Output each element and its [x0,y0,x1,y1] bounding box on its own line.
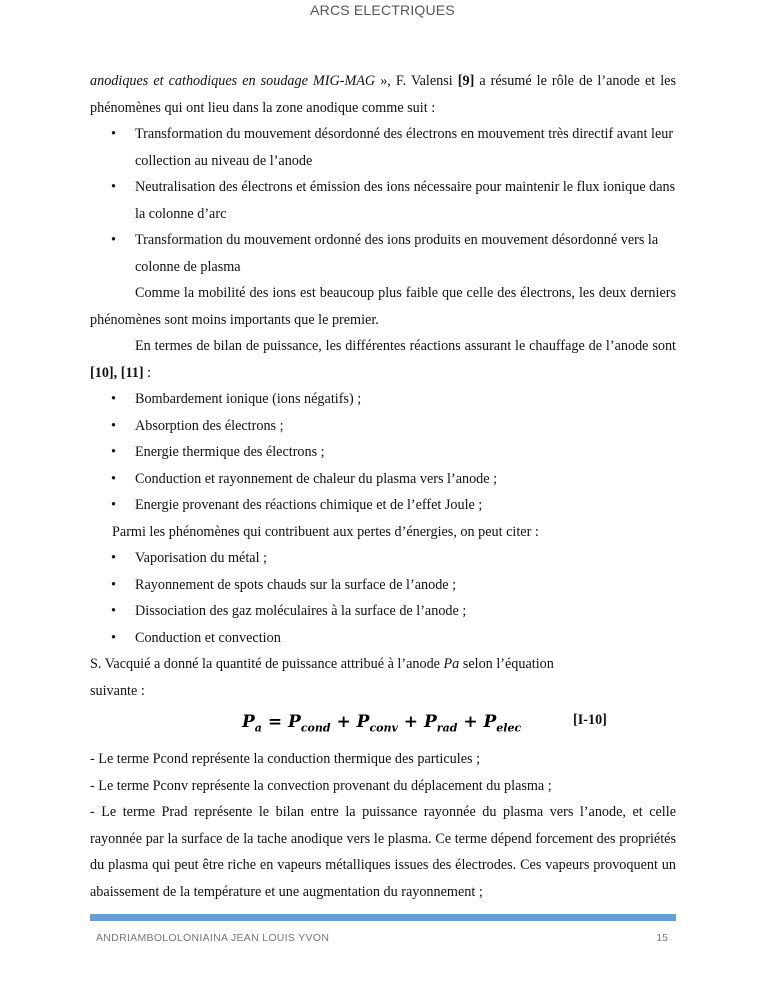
list-item: • Bombardement ionique (ions négatifs) ; [111,391,362,407]
paragraph: En termes de bilan de puissance, les différentes réactions assurant le chauffage de l’anode sont [10], [11] : [90,338,676,381]
footer-author: ANDRIAMBOLOLONIAINA JEAN LOUIS YVON [96,932,330,944]
paragraph: Comme la mobilité des ions est beaucoup plus faible que celle des électrons, les deux derniers phénomènes sont moins importants que le premier. [90,285,676,328]
cited-title: anodiques et cathodiques en soudage MIG-MAG [90,73,376,89]
list-item: • Energie provenant des réactions chimique et de l’effet Joule ; [111,497,483,513]
term-line: - Le terme Pconv représente la convection provenant du déplacement du plasma ; [90,777,552,794]
term-line: - Le terme Pcond représente la conduction thermique des particules ; [90,751,481,767]
equation-formula: $P_a = P_{cond} + P_{conv} + P_{rad} + P_{elec}$ [242,712,522,735]
variable: Pa [443,656,460,672]
list-item: • Transformation du mouvement désordonné des électrons en mouvement très directif avant leur collection au niveau de l’anode [111,126,674,169]
footer-divider [90,914,676,921]
list-item: • Energie thermique des électrons ; [111,444,325,460]
list-item: • Rayonnement de spots chauds sur la surface de l’anode ; [111,576,457,593]
list-item: • Transformation du mouvement ordonné des ions produits en mouvement désordonné vers la colonne de plasma [111,232,659,275]
equation-block [90,706,676,746]
list-item: • Conduction et convection [111,629,281,646]
heating-list [90,386,676,519]
paragraph: S. Vacquié a donné la quantité de puissance attribué à l’anode Pa selon l’équation suivante : [90,656,554,699]
equation-number: [I-10] [573,712,607,728]
list-item: • Vaporisation du métal ; [111,550,267,566]
list-item: • Neutralisation des électrons et émission des ions nécessaire pour maintenir le flux ionique dans la colonne d’arc [111,179,676,222]
list-item: • Absorption des électrons ; [111,417,284,434]
losses-list [90,545,676,651]
page-number: 15 [656,932,668,944]
page-header: ARCS ELECTRIQUES [310,2,455,18]
lead-line: Parmi les phénomènes qui contribuent aux pertes d’énergies, on peut citer : [112,523,539,540]
list-item: • Conduction et rayonnement de chaleur du plasma vers l’anode ; [111,470,498,487]
reference: [9] [457,73,475,89]
anode-role-list [90,121,676,280]
reference: [10], [11] [90,364,144,381]
intro-paragraph: anodiques et cathodiques en soudage MIG-MAG », F. Valensi [9] a résumé le rôle de l’anode et les phénomènes qui ont lieu dans la zone anodique comme suit : [90,73,677,116]
list-item: • Dissociation des gaz moléculaires à la surface de l’anode ; [111,603,467,619]
document-body [90,68,676,905]
term-line: - Le terme Prad représente le bilan entre la puissance rayonnée du plasma vers l’anode, et celle rayonnée par la surface de la tache anodique vers le plasma. Ce terme dépend forcement des propriétés du plasma qui peut être riche en vapeurs métalliques issues des électrodes. Ces vapeurs provoquent un abaissement de la température et une augmentation du rayonnement ; [90,804,676,900]
